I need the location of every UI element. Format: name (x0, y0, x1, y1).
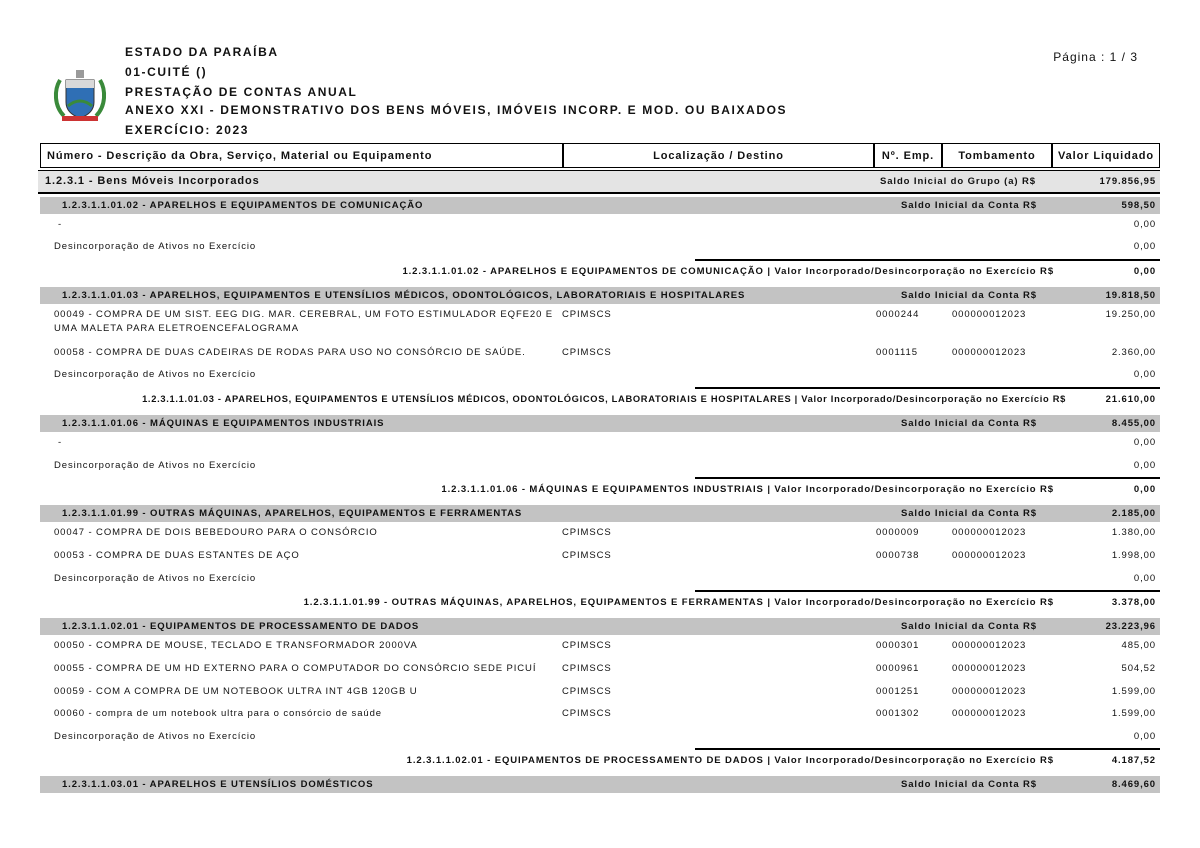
account-saldo-label: Saldo Inicial da Conta R$ (901, 418, 1037, 429)
col-emp-label: Nº. Emp. (881, 149, 935, 162)
total-rule (695, 590, 1160, 592)
account-total-row (0, 259, 1160, 277)
group-label: 1.2.3.1 - Bens Móveis Incorporados (45, 175, 260, 187)
desinc-value: 0,00 (1133, 731, 1156, 742)
account-saldo-label: Saldo Inicial da Conta R$ (901, 508, 1037, 519)
item-value: 485,00 (1121, 640, 1156, 651)
account-header (40, 618, 1160, 635)
item-description: 00053 - COMPRA DE DUAS ESTANTES DE AÇO (54, 550, 300, 561)
col-value-label: Valor Liquidado (1057, 149, 1154, 162)
account-title: 1.2.3.1.1.01.06 - MÁQUINAS E EQUIPAMENTOS INDUSTRIAIS (62, 418, 385, 429)
entity-name: 01-CUITÉ () (125, 65, 208, 79)
account-header (40, 415, 1160, 432)
account-header (40, 505, 1160, 522)
desinc-value: 0,00 (1133, 460, 1156, 471)
item-location: CPIMSCS (562, 640, 612, 651)
total-rule (695, 748, 1160, 750)
account-title: 1.2.3.1.1.01.99 - OUTRAS MÁQUINAS, APARELHOS, EQUIPAMENTOS E FERRAMENTAS (62, 508, 523, 519)
total-value: 0,00 (1133, 484, 1156, 495)
item-value: 1.599,00 (1111, 686, 1156, 697)
item-emp: 0000738 (876, 550, 920, 561)
account-saldo-label: Saldo Inicial da Conta R$ (901, 290, 1037, 301)
total-label: 1.2.3.1.1.01.06 - MÁQUINAS E EQUIPAMENTOS INDUSTRIAIS | Valor Incorporado/Desincorporação no Exercício R$ (441, 484, 1054, 495)
account-title: 1.2.3.1.1.01.02 - APARELHOS E EQUIPAMENTOS DE COMUNICAÇÃO (62, 200, 424, 211)
account-title: 1.2.3.1.1.02.01 - EQUIPAMENTOS DE PROCESSAMENTO DE DADOS (62, 621, 420, 632)
report-type: PRESTAÇÃO DE CONTAS ANUAL (125, 85, 358, 99)
account-saldo-value: 8.469,60 (1111, 779, 1156, 790)
desinc-value: 0,00 (1133, 369, 1156, 380)
item-tombamento: 000000012023 (952, 708, 1027, 719)
state-name: ESTADO DA PARAÍBA (125, 45, 279, 59)
fiscal-year: EXERCÍCIO: 2023 (125, 123, 250, 137)
total-value: 3.378,00 (1111, 597, 1156, 608)
col-tombamento-label: Tombamento (958, 149, 1036, 162)
desinc-label: Desincorporação de Ativos no Exercício (54, 731, 257, 742)
account-saldo-value: 2.185,00 (1111, 508, 1156, 519)
desinc-label: Desincorporação de Ativos no Exercício (54, 369, 257, 380)
account-saldo-value: 598,50 (1121, 200, 1156, 211)
account-header (40, 197, 1160, 214)
item-description: - (58, 219, 63, 230)
item-location: CPIMSCS (562, 347, 612, 358)
desinc-value: 0,00 (1133, 573, 1156, 584)
account-total-row (0, 590, 1160, 608)
total-value: 0,00 (1133, 266, 1156, 277)
item-description: 00049 - COMPRA DE UM SIST. EEG DIG. MAR. CEREBRAL, UM FOTO ESTIMULADOR EQFE20 E (54, 309, 554, 320)
item-location: CPIMSCS (562, 663, 612, 674)
item-description: 00055 - COMPRA DE UM HD EXTERNO PARA O COMPUTADOR DO CONSÓRCIO SEDE PICUÍ (54, 663, 537, 674)
item-emp: 0001302 (876, 708, 920, 719)
total-label: 1.2.3.1.1.02.01 - EQUIPAMENTOS DE PROCESSAMENTO DE DADOS | Valor Incorporado/Desincorporação no Exercício R$ (406, 755, 1054, 766)
col-tombamento (942, 143, 1052, 168)
total-value: 4.187,52 (1111, 755, 1156, 766)
group-saldo-label: Saldo Inicial do Grupo (a) R$ (880, 176, 1036, 187)
desinc-label: Desincorporação de Ativos no Exercício (54, 573, 257, 584)
account-header (40, 776, 1160, 793)
col-description (40, 143, 563, 168)
item-emp: 0001115 (876, 347, 918, 358)
item-value: 19.250,00 (1105, 309, 1156, 320)
item-location: CPIMSCS (562, 686, 612, 697)
item-value: 504,52 (1121, 663, 1156, 674)
account-saldo-value: 19.818,50 (1105, 290, 1156, 301)
item-emp: 0000009 (876, 527, 920, 538)
item-tombamento: 000000012023 (952, 527, 1027, 538)
item-tombamento: 000000012023 (952, 309, 1027, 320)
item-emp: 0000244 (876, 309, 920, 320)
desinc-label: Desincorporação de Ativos no Exercício (54, 241, 257, 252)
total-label: 1.2.3.1.1.01.99 - OUTRAS MÁQUINAS, APARELHOS, EQUIPAMENTOS E FERRAMENTAS | Valor Incorporado/Desincorporação no Exercício R$ (303, 597, 1054, 608)
item-value: 0,00 (1133, 219, 1156, 230)
account-title: 1.2.3.1.1.01.03 - APARELHOS, EQUIPAMENTOS E UTENSÍLIOS MÉDICOS, ODONTOLÓGICOS, LABORATORIAIS E HOSPITALARES (62, 290, 746, 301)
item-value: 0,00 (1133, 437, 1156, 448)
total-rule (695, 259, 1160, 261)
account-saldo-value: 8.455,00 (1111, 418, 1156, 429)
desinc-value: 0,00 (1133, 241, 1156, 252)
item-description: 00059 - COM A COMPRA DE UM NOTEBOOK ULTRA INT 4GB 120GB U (54, 686, 418, 697)
col-location-label: Localização / Destino (653, 149, 784, 162)
account-total-row (0, 387, 1160, 405)
account-saldo-value: 23.223,96 (1105, 621, 1156, 632)
account-saldo-label: Saldo Inicial da Conta R$ (901, 621, 1037, 632)
total-value: 21.610,00 (1105, 394, 1156, 405)
item-tombamento: 000000012023 (952, 550, 1027, 561)
item-description: 00047 - COMPRA DE DOIS BEBEDOURO PARA O CONSÓRCIO (54, 527, 378, 538)
total-label: 1.2.3.1.1.01.03 - APARELHOS, EQUIPAMENTOS E UTENSÍLIOS MÉDICOS, ODONTOLÓGICOS, LABORATORIAIS E HOSPITALARES | Valor Incorporado/Desincorporação no Exercício R$ (142, 394, 1066, 404)
item-emp: 0000301 (876, 640, 920, 651)
col-description-label: Número - Descrição da Obra, Serviço, Material ou Equipamento (47, 149, 433, 162)
item-value: 1.380,00 (1111, 527, 1156, 538)
desinc-label: Desincorporação de Ativos no Exercício (54, 460, 257, 471)
item-location: CPIMSCS (562, 527, 612, 538)
item-emp: 0001251 (876, 686, 920, 697)
account-total-row (0, 748, 1160, 766)
item-location: CPIMSCS (562, 708, 612, 719)
total-rule (695, 477, 1160, 479)
account-saldo-label: Saldo Inicial da Conta R$ (901, 200, 1037, 211)
account-title: 1.2.3.1.1.03.01 - APARELHOS E UTENSÍLIOS DOMÉSTICOS (62, 779, 374, 790)
account-saldo-label: Saldo Inicial da Conta R$ (901, 779, 1037, 790)
group-row (38, 170, 1160, 194)
total-rule (695, 387, 1160, 389)
item-emp: 0000961 (876, 663, 920, 674)
coat-of-arms-icon (52, 68, 108, 124)
annex-title: ANEXO XXI - DEMONSTRATIVO DOS BENS MÓVEIS, IMÓVEIS INCORP. E MOD. OU BAIXADOS (125, 103, 788, 117)
item-description: - (58, 437, 63, 448)
total-label: 1.2.3.1.1.01.02 - APARELHOS E EQUIPAMENTOS DE COMUNICAÇÃO | Valor Incorporado/Desincorporação no Exercício R$ (402, 266, 1054, 277)
item-tombamento: 000000012023 (952, 640, 1027, 651)
col-location (563, 143, 874, 168)
item-location: CPIMSCS (562, 550, 612, 561)
account-header (40, 287, 1160, 304)
item-description-line2: UMA MALETA PARA ELETROENCEFALOGRAMA (54, 323, 299, 334)
item-value: 1.599,00 (1111, 708, 1156, 719)
item-location: CPIMSCS (562, 309, 612, 320)
account-total-row (0, 477, 1160, 495)
col-value (1052, 143, 1160, 168)
item-value: 1.998,00 (1111, 550, 1156, 561)
item-description: 00050 - COMPRA DE MOUSE, TECLADO E TRANSFORMADOR 2000VA (54, 640, 418, 651)
col-emp (874, 143, 942, 168)
item-description: 00060 - compra de um notebook ultra para o consórcio de saúde (54, 708, 382, 719)
item-tombamento: 000000012023 (952, 663, 1027, 674)
group-saldo-value: 179.856,95 (1099, 176, 1156, 187)
item-value: 2.360,00 (1111, 347, 1156, 358)
item-description: 00058 - COMPRA DE DUAS CADEIRAS DE RODAS PARA USO NO CONSÓRCIO DE SAÚDE. (54, 347, 526, 358)
page-number: Página : 1 / 3 (1053, 50, 1138, 64)
item-tombamento: 000000012023 (952, 347, 1027, 358)
item-tombamento: 000000012023 (952, 686, 1027, 697)
